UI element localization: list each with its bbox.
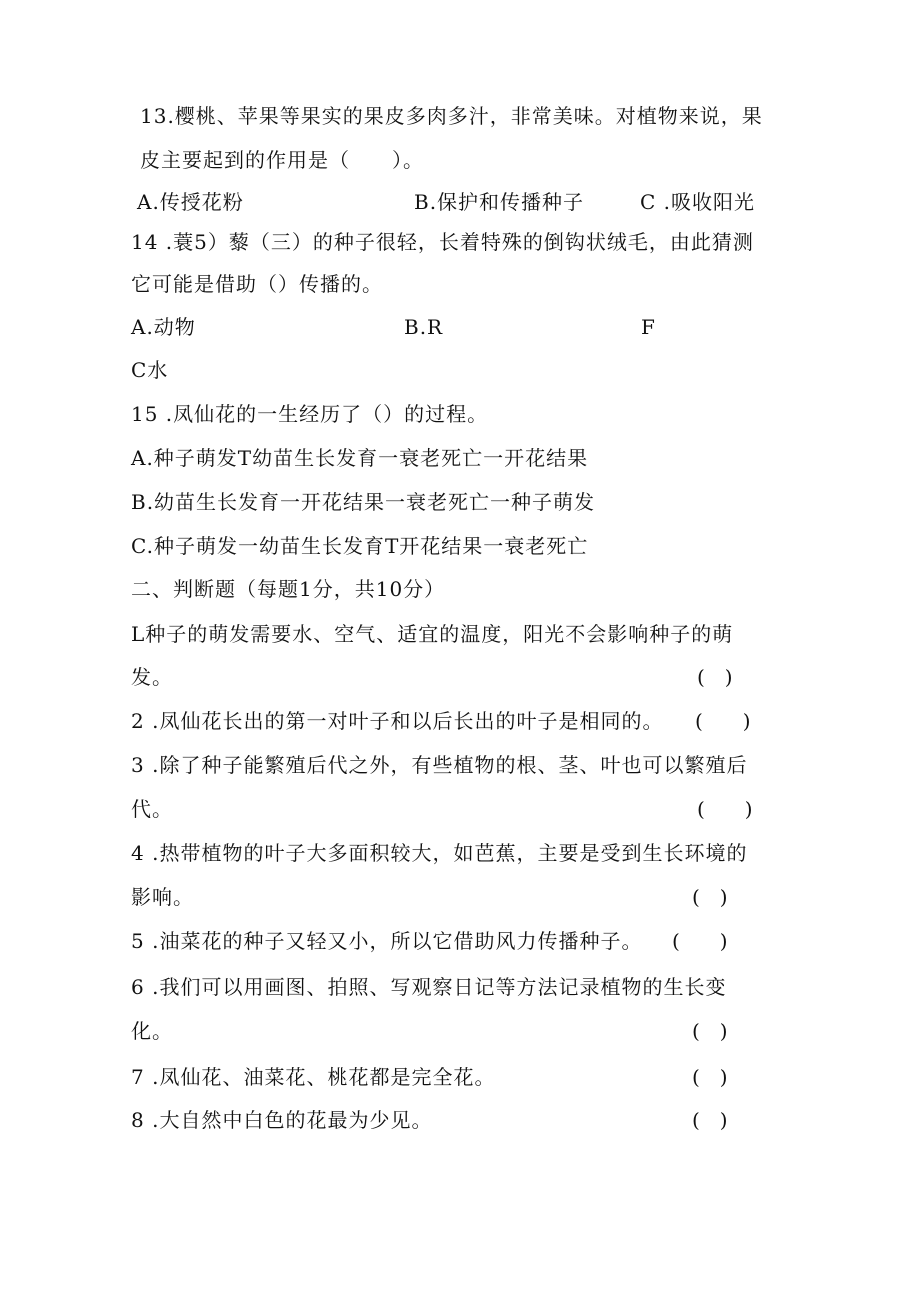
- judge-item-3-line2: 代。: [131, 797, 173, 821]
- judge-item-8-answer-blank[interactable]: ( ): [692, 1108, 728, 1132]
- judge-item-7-line1: 7 .凤仙花、油菜花、桃花都是完全花。: [131, 1065, 496, 1089]
- judge-item-1-answer-blank[interactable]: ( ): [697, 665, 733, 689]
- q13-option-b: B.保护和传播种子: [414, 190, 585, 214]
- judge-item-4-answer-blank[interactable]: ( ): [692, 885, 728, 909]
- q15-option-a: A.种子萌发T幼苗生长发育一衰老死亡一开花结果: [131, 446, 589, 470]
- q13-option-c: C .吸收阳光: [640, 190, 756, 214]
- q14-stem-line1: 14 .蓑5）藜（三）的种子很轻，长着特殊的倒钩状绒毛，由此猜测: [131, 230, 754, 254]
- judge-item-6-line2: 化。: [131, 1019, 173, 1043]
- judge-item-2-line1: 2 .凤仙花长出的第一对叶子和以后长出的叶子是相同的。: [131, 709, 664, 733]
- judge-item-2-answer-blank[interactable]: ( ): [695, 709, 751, 733]
- judge-item-5-line1: 5 .油菜花的种子又轻又小，所以它借助风力传播种子。: [131, 929, 643, 953]
- q14-option-f: F: [641, 315, 656, 339]
- q15-stem: 15 .凤仙花的一生经历了（）的过程。: [131, 402, 489, 426]
- judge-item-4-line2: 影响。: [131, 885, 194, 909]
- q14-option-a: A.动物: [131, 315, 196, 339]
- q13-stem-line1: 13.樱桃、苹果等果实的果皮多肉多汁，非常美味。对植物来说，果: [140, 104, 763, 128]
- judge-item-8-line1: 8 .大自然中白色的花最为少见。: [131, 1108, 433, 1132]
- q15-option-c: C.种子萌发一幼苗生长发育T开花结果一衰老死亡: [131, 534, 589, 558]
- judge-item-6-line1: 6 .我们可以用画图、拍照、写观察日记等方法记录植物的生长变: [131, 975, 727, 999]
- judge-item-3-line1: 3 .除了种子能繁殖后代之外，有些植物的根、茎、叶也可以繁殖后: [131, 753, 748, 777]
- judge-item-4-line1: 4 .热带植物的叶子大多面积较大，如芭蕉，主要是受到生长环境的: [131, 841, 748, 865]
- judge-item-6-answer-blank[interactable]: ( ): [692, 1019, 728, 1043]
- section-title: 二、判断题（每题1分，共10分）: [131, 577, 446, 601]
- judge-item-1-line1: L种子的萌发需要水、空气、适宜的温度，阳光不会影响种子的萌: [131, 622, 734, 646]
- judge-item-7-answer-blank[interactable]: ( ): [692, 1065, 728, 1089]
- q13-stem-line2: 皮主要起到的作用是（ ）。: [140, 148, 424, 172]
- judge-item-3-answer-blank[interactable]: ( ): [697, 797, 753, 821]
- q14-option-b: B.R: [404, 315, 444, 339]
- judge-item-5-answer-blank[interactable]: ( ): [672, 929, 728, 953]
- q14-option-c: C水: [131, 358, 169, 382]
- judge-item-1-line2: 发。: [131, 665, 173, 689]
- q13-option-a: A.传授花粉: [137, 190, 244, 214]
- q14-stem-line2: 它可能是借助（）传播的。: [131, 272, 383, 296]
- q15-option-b: B.幼苗生长发育一开花结果一衰老死亡一种子萌发: [131, 490, 596, 514]
